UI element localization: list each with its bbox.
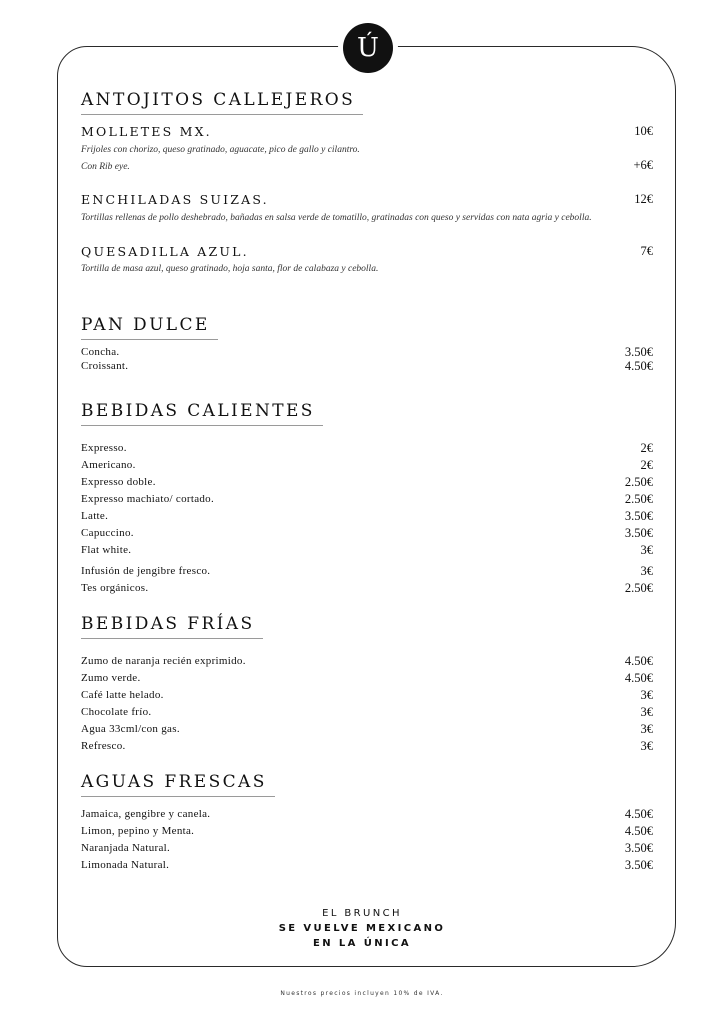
footer-line-2: SE VUELVE MEXICANO [278,923,446,934]
row-name: Flat white. [81,544,132,556]
item-extra-price-molletes: +6€ [633,158,653,172]
row-name: Chocolate frío. [81,706,152,718]
row-name: Refresco. [81,740,126,752]
row-name: Limonada Natural. [81,859,170,871]
item-price-molletes: 10€ [634,124,653,138]
row-name: Zumo de naranja recién exprimido. [81,655,246,667]
menu-row [81,740,653,755]
menu-row [81,442,653,457]
footer-line-3: EN LA ÚNICA [313,938,411,949]
row-price: 3.50€ [624,841,653,855]
menu-row [81,582,653,597]
menu-row [81,360,653,375]
menu-row [81,565,653,580]
logo-letter: Ú [357,33,379,63]
menu-row [81,459,653,474]
section-title-pan-dulce: PAN DULCE [81,315,218,340]
item-desc-quesadilla: Tortilla de masa azul, queso gratinado, hoja santa, flor de calabaza y cebolla. [81,264,379,274]
menu-row [81,493,653,508]
section-title-bebidas-frias: BEBIDAS FRÍAS [81,614,263,639]
row-price: 3.50€ [624,345,653,359]
menu-row [81,655,653,670]
row-price: 2.50€ [624,492,653,506]
row-price: 3€ [640,688,653,702]
row-name: Americano. [81,459,136,471]
row-name: Concha. [81,346,120,358]
item-price-enchiladas: 12€ [634,192,653,206]
item-price-quesadilla: 7€ [640,244,653,258]
menu-row [81,706,653,721]
row-name: Expresso. [81,442,127,454]
row-price: 2.50€ [624,581,653,595]
row-name: Café latte helado. [81,689,164,701]
row-price: 4.50€ [624,824,653,838]
row-price: 2.50€ [624,475,653,489]
menu-row [81,510,653,525]
item-extra-desc-molletes: Con Rib eye. [81,162,130,172]
row-price: 3€ [640,722,653,736]
item-name-quesadilla: QUESADILLA AZUL. [81,244,249,259]
row-price: 3.50€ [624,526,653,540]
row-name: Latte. [81,510,109,522]
menu-row [81,825,653,840]
row-name: Infusión de jengibre fresco. [81,565,211,577]
row-name: Croissant. [81,360,129,372]
row-name: Naranjada Natural. [81,842,171,854]
menu-row [81,527,653,542]
section-title-bebidas-calientes: BEBIDAS CALIENTES [81,401,323,426]
menu-row [81,689,653,704]
row-price: 3€ [640,543,653,557]
row-price: 3.50€ [624,858,653,872]
row-price: 3€ [640,705,653,719]
row-price: 4.50€ [624,359,653,373]
brand-logo [343,23,393,73]
section-title-aguas-frescas: AGUAS FRESCAS [81,772,275,797]
row-price: 4.50€ [624,671,653,685]
row-name: Agua 33cml/con gas. [81,723,180,735]
row-price: 2€ [640,441,653,455]
row-price: 3€ [640,739,653,753]
menu-row [81,672,653,687]
row-price: 4.50€ [624,654,653,668]
row-price: 3.50€ [624,509,653,523]
row-price: 2€ [640,458,653,472]
menu-row [81,859,653,874]
menu-row [81,476,653,491]
footer-line-1: EL BRUNCH [322,908,402,919]
row-price: 4.50€ [624,807,653,821]
vat-note: Nuestros precios incluyen 10% de IVA. [280,990,444,997]
item-name-enchiladas: ENCHILADAS SUIZAS. [81,192,269,207]
item-name-molletes: MOLLETES MX. [81,124,212,139]
item-desc-enchiladas: Tortillas rellenas de pollo deshebrado, bañadas en salsa verde de tomatillo, gratinadas con queso y servidas con nata agria y cebolla. [81,213,592,223]
section-title-antojitos: ANTOJITOS CALLEJEROS [81,90,363,115]
menu-row [81,346,653,361]
item-desc-molletes: Frijoles con chorizo, queso gratinado, aguacate, pico de gallo y cilantro. [81,145,360,155]
row-name: Tes orgánicos. [81,582,149,594]
menu-row [81,544,653,559]
row-name: Zumo verde. [81,672,141,684]
row-name: Expresso doble. [81,476,156,488]
row-name: Expresso machiato/ cortado. [81,493,215,505]
menu-row [81,723,653,738]
row-name: Capuccino. [81,527,134,539]
row-price: 3€ [640,564,653,578]
row-name: Jamaica, gengibre y canela. [81,808,211,820]
row-name: Limon, pepino y Menta. [81,825,195,837]
menu-row [81,842,653,857]
menu-row [81,808,653,823]
